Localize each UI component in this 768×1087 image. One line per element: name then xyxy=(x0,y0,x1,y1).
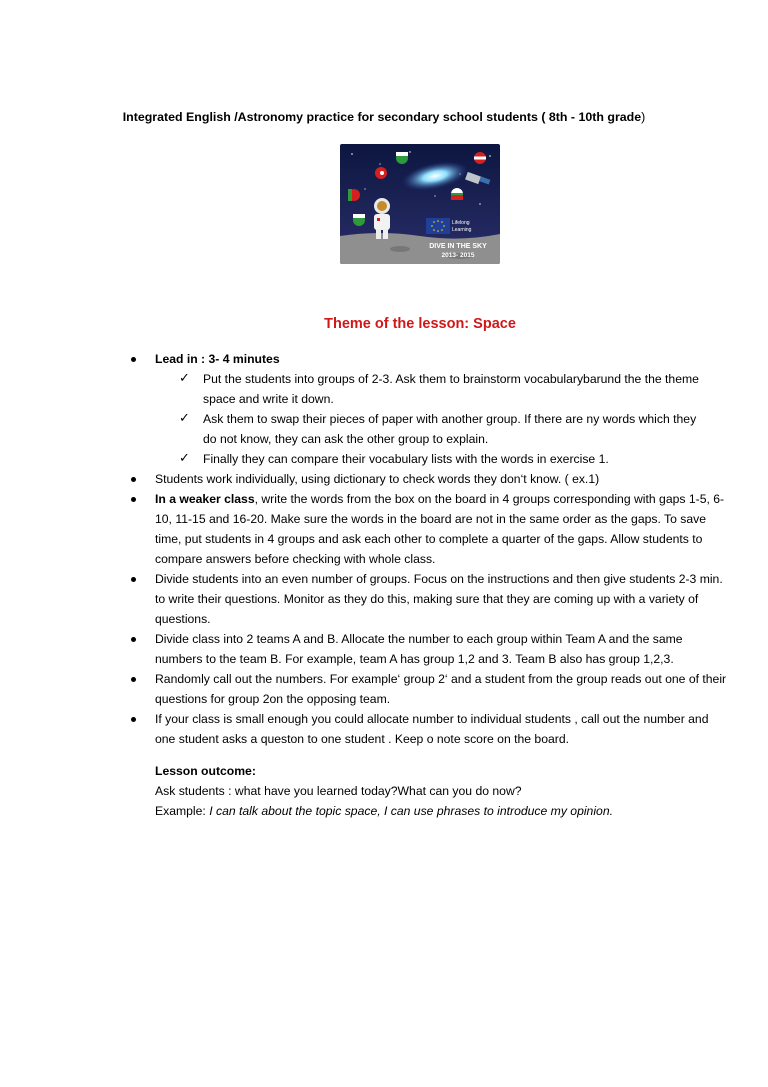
bullet-item xyxy=(0,569,768,629)
bullet-dot-icon xyxy=(131,637,136,642)
document-title-paren: ) xyxy=(641,110,646,124)
outcome-example xyxy=(0,801,768,821)
bullet-text: Randomly call out the numbers. For example‘ group 2‘ and a student from the group reads out one of their questions for group 2on the opposing team. xyxy=(155,672,727,706)
check-item xyxy=(0,449,768,469)
logo-caption-2: 2013- 2015 xyxy=(441,252,475,259)
outcome-heading-text: Lesson outcome: xyxy=(155,764,256,778)
bullet-item xyxy=(0,469,768,489)
bullet-text: If your class is small enough you could allocate number to individual students , call out the number and one student asks a queston to one student . Keep o note score on the board. xyxy=(155,712,709,746)
logo-eu-text-1: Lifelong xyxy=(452,220,470,226)
bullet-bold-text: In a weaker class xyxy=(155,492,255,506)
checkmark-icon: ✓ xyxy=(179,411,190,426)
project-logo xyxy=(340,144,500,264)
checkmark-icon: ✓ xyxy=(179,451,190,466)
bullet-item xyxy=(0,489,768,569)
bullet-dot-icon xyxy=(131,497,136,502)
logo-eu-text-2: Learning xyxy=(452,227,472,233)
bullet-dot-icon xyxy=(131,717,136,722)
lesson-plan xyxy=(0,349,768,821)
checkmark-icon: ✓ xyxy=(179,371,190,386)
check-item-text: Ask them to swap their pieces of paper with another group. If there are ny words which they do not know, they can ask the other group to explain. xyxy=(203,412,697,446)
bullet-item xyxy=(0,669,768,709)
spacer xyxy=(0,749,768,761)
outcome-heading xyxy=(0,761,768,781)
check-item-text: Put the students into groups of 2-3. Ask them to brainstorm vocabularybarund the the theme space and write it down. xyxy=(203,372,699,406)
bullet-text: Divide class into 2 teams A and B. Allocate the number to each group within Team A and the same numbers to the team B. For example, team A has group 1,2 and 3. Team B also has group 1,2,3. xyxy=(155,632,683,666)
check-item xyxy=(0,369,768,409)
document-title xyxy=(0,110,768,124)
lead-in-label: Lead in : 3- 4 minutes xyxy=(155,352,280,366)
bullet-dot-icon xyxy=(131,357,136,362)
example-text: I can talk about the topic space, I can use phrases to introduce my opinion. xyxy=(209,804,613,818)
bullet-text: Divide students into an even number of groups. Focus on the instructions and then give students 2-3 min. to write their questions. Monitor as they do this, making sure that they are coming up with a variety of questions. xyxy=(155,572,723,626)
bullet-item xyxy=(0,349,768,369)
project-logo-graphic xyxy=(340,144,500,264)
outcome-line: Ask students : what have you learned today?What can you do now? xyxy=(155,784,522,798)
logo-caption-1: DIVE IN THE SKY xyxy=(429,243,487,250)
bullet-text: Students work individually, using dictionary to check words they don‘t know. ( ex.1) xyxy=(155,472,600,486)
example-label: Example: xyxy=(155,804,210,818)
bullet-item xyxy=(0,709,768,749)
bullet-dot-icon xyxy=(131,577,136,582)
check-item-text: Finally they can compare their vocabulary lists with the words in exercise 1. xyxy=(203,452,609,466)
bullet-item xyxy=(0,629,768,669)
lesson-theme-heading: Theme of the lesson: Space xyxy=(324,316,516,332)
bullet-dot-icon xyxy=(131,677,136,682)
document-title-text: Integrated English /Astronomy practice for secondary school students ( 8th - 10th grade xyxy=(122,110,642,124)
bullet-dot-icon xyxy=(131,477,136,482)
bullet-text: , write the words from the box on the board in 4 groups corresponding with gaps 1-5, 6-10, 11-15 and 16-20. Make sure the words in the board are not in the same order as the gaps. To save time, put students in 4 groups and ask each other to complete a quarter of the gaps. Allow students to compare answers before checking with whole class. xyxy=(155,492,725,566)
check-item xyxy=(0,409,768,449)
